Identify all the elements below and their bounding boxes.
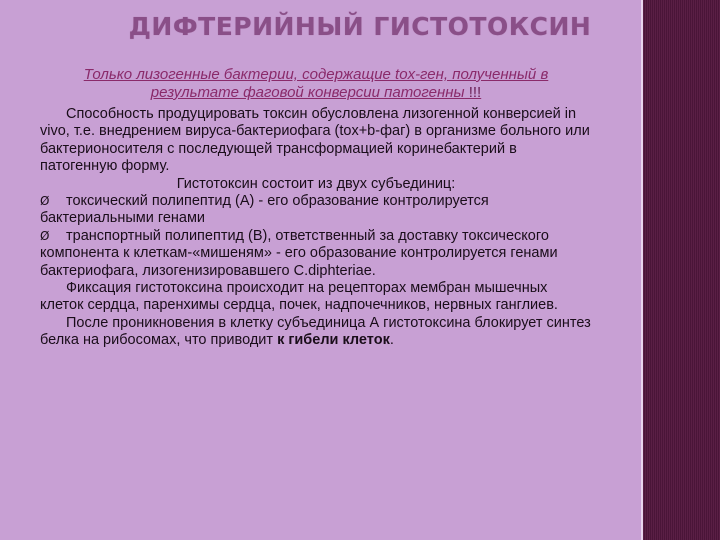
slide-title: ДИФТЕРИЙНЫЙ ГИСТОТОКСИН — [128, 12, 592, 41]
paragraph-fixation: Фиксация гистотоксина происходит на рецепторах мембран мышечных клеток сердца, паренхимы сердца, почек, надпочечников, нервных ганглиев. — [40, 280, 558, 314]
list-item-subunit-b — [40, 228, 592, 280]
paragraph-subunits-heading: Гистотоксин состоит из двух субъединиц: — [176, 175, 456, 192]
paragraph-penetration — [40, 315, 592, 350]
slide-body — [40, 66, 592, 350]
paragraph-lysogenic-conversion: Способность продуцировать токсин обусловлена лизогенной конверсией in vivo, т.е. внедрением вируса-бактериофага (tox+b-фаг) в организме больного или бактерионосителя с последующей трансформацией коринебактерий в патогенную форму. — [40, 106, 590, 175]
penetration-end: . — [389, 332, 394, 349]
intro-statement — [40, 66, 592, 102]
intro-exclamation: !!! — [464, 84, 482, 101]
list-item-subunit-a — [40, 193, 592, 228]
intro-text: Только лизогенные бактерии, содержащие tox-ген, полученный в результате фаговой конверсии патогенны — [83, 66, 549, 101]
decorative-sidebar — [643, 0, 720, 540]
penetration-text: После проникновения в клетку субъединица А гистотоксина блокирует синтез белка на рибосомах, что приводит — [40, 314, 591, 349]
list-item-text: токсический полипептид (А) - его образование контролируется бактериальными генами — [40, 193, 489, 227]
bullet-arrow-icon: Ø — [40, 228, 50, 243]
bullet-arrow-icon: Ø — [40, 194, 50, 209]
list-item-text: транспортный полипептид (В), ответственный за доставку токсического компонента к клеткам-«мишеням» - его образование контролируется генами бактериофага, лизогенизировавшего C.diphteriae. — [40, 227, 558, 279]
cell-death-emphasis: к гибели клеток — [277, 332, 390, 349]
